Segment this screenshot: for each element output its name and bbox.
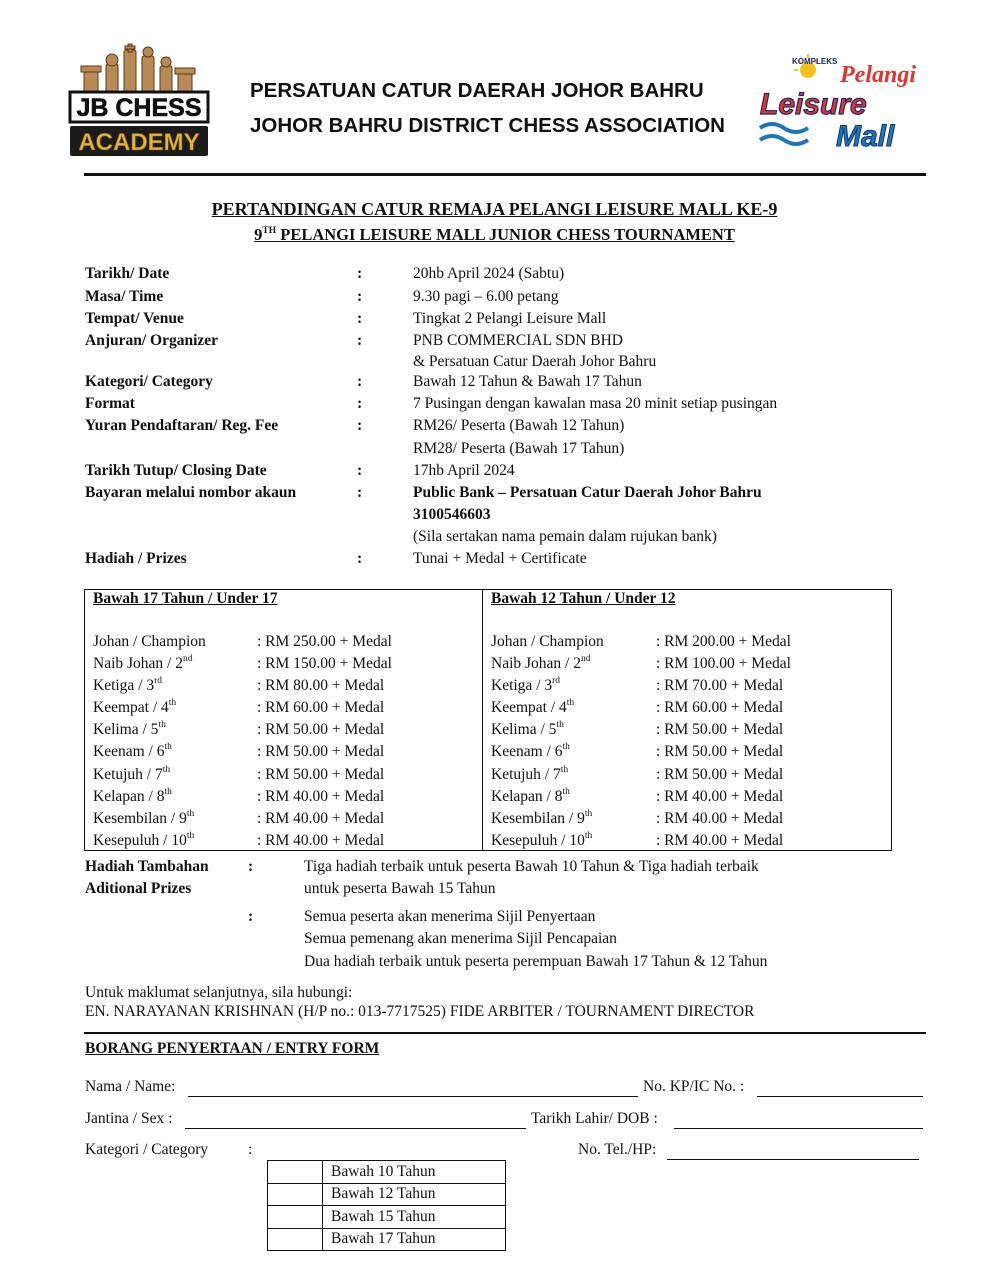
- payment-label: Bayaran melalui nombor akaun: [85, 484, 297, 501]
- u17-amount-4: : RM 60.00 + Medal: [257, 699, 385, 716]
- u12-rank-text-6: Keenam / 6: [491, 743, 563, 760]
- u12-amount-10: : RM 40.00 + Medal: [656, 832, 784, 849]
- u12-rank-suffix-6: th: [562, 741, 570, 752]
- format-label: Format: [85, 395, 135, 412]
- u17-rank-4: [93, 699, 176, 717]
- u12-rank-5: [491, 721, 564, 739]
- category-option-row: [268, 1183, 506, 1206]
- association-name-english: JOHOR BAHRU DISTRICT CHESS ASSOCIATION: [250, 114, 725, 137]
- pelangi-leisure-mall-logo: [752, 48, 930, 160]
- additional-colon-2: :: [248, 908, 254, 925]
- u17-rank-10: [93, 832, 194, 850]
- u17-rank-8: [93, 788, 172, 806]
- u12-rank-1: [491, 633, 604, 651]
- category-option-row: [268, 1161, 506, 1184]
- venue-value: Tingkat 2 Pelangi Leisure Mall: [413, 310, 607, 327]
- contact-person: EN. NARAYANAN KRISHNAN (H/P no.: 013-7717525) FIDE ARBITER / TOURNAMENT DIRECTOR: [85, 1003, 755, 1020]
- u17-rank-suffix-3: rd: [154, 675, 163, 686]
- u17-rank-6: [93, 743, 172, 761]
- ic-field[interactable]: [757, 1096, 923, 1097]
- tel-label: No. Tel./HP:: [578, 1141, 657, 1158]
- u12-amount-3: : RM 70.00 + Medal: [656, 677, 784, 694]
- category-checkbox-table: [267, 1160, 506, 1251]
- u17-rank-7: [93, 766, 170, 784]
- category-checkbox[interactable]: [268, 1183, 323, 1206]
- tournament-title-english: [0, 225, 989, 245]
- organizer-value-2: & Persatuan Catur Daerah Johor Bahru: [413, 353, 657, 370]
- u12-rank-suffix-3: rd: [552, 675, 561, 686]
- additional-colon-1: :: [248, 858, 254, 875]
- u17-rank-text-9: Kesembilan / 9: [93, 810, 187, 827]
- additional-text-4: Semua pemenang akan menerima Sijil Pencapaian: [304, 930, 617, 947]
- fee-label: Yuran Pendaftaran/ Reg. Fee: [85, 417, 279, 434]
- u12-rank-8: [491, 788, 570, 806]
- closing-date-label: Tarikh Tutup/ Closing Date: [85, 462, 267, 479]
- additional-text-2: untuk peserta Bawah 15 Tahun: [304, 880, 496, 897]
- format-colon: :: [357, 395, 363, 412]
- u12-rank-text-4: Keempat / 4: [491, 699, 567, 716]
- logo-left-line-2: ACADEMY: [78, 129, 200, 156]
- u17-rank-2: [93, 655, 192, 673]
- u12-amount-2: : RM 100.00 + Medal: [656, 655, 791, 672]
- name-label: Nama / Name:: [85, 1078, 176, 1095]
- u12-amount-7: : RM 50.00 + Medal: [656, 766, 784, 783]
- category-option-label: Bawah 10 Tahun: [323, 1161, 506, 1184]
- u17-rank-5: [93, 721, 166, 739]
- category-value: Bawah 12 Tahun & Bawah 17 Tahun: [413, 373, 642, 390]
- closing-date-value: 17hb April 2024: [413, 462, 515, 479]
- u12-rank-2: [491, 655, 590, 673]
- u17-amount-5: : RM 50.00 + Medal: [257, 721, 385, 738]
- u17-rank-suffix-4: th: [168, 697, 177, 708]
- fee-colon: :: [357, 417, 363, 434]
- u12-amount-5: : RM 50.00 + Medal: [656, 721, 784, 738]
- payment-bank: Public Bank – Persatuan Catur Daerah Johor Bahru: [413, 484, 762, 501]
- format-value: 7 Pusingan dengan kawalan masa 20 minit setiap pusingan: [413, 395, 778, 412]
- sex-label: Jantina / Sex :: [85, 1110, 173, 1127]
- u17-rank-text-3: Ketiga / 3: [93, 677, 155, 694]
- sex-field[interactable]: [185, 1128, 526, 1129]
- u12-rank-text-2: Naib Johan / 2: [491, 655, 581, 672]
- u12-amount-1: : RM 200.00 + Medal: [656, 633, 791, 650]
- u12-rank-suffix-8: th: [562, 786, 570, 797]
- date-colon: :: [357, 265, 363, 282]
- u17-rank-1: [93, 633, 206, 651]
- u12-rank-4: [491, 699, 574, 717]
- additional-text-1: Tiga hadiah terbaik untuk peserta Bawah 10 Tahun & Tiga hadiah terbaik: [304, 858, 759, 875]
- u17-rank-text-8: Kelapan / 8: [93, 788, 165, 805]
- category-option-label: Bawah 12 Tahun: [323, 1183, 506, 1206]
- u12-heading: Bawah 12 Tahun / Under 12: [491, 590, 676, 607]
- u12-rank-text-5: Kelima / 5: [491, 721, 557, 738]
- category-option-label: Bawah 17 Tahun: [323, 1228, 506, 1251]
- u17-amount-3: : RM 80.00 + Medal: [257, 677, 385, 694]
- time-label: Masa/ Time: [85, 288, 164, 305]
- time-colon: :: [357, 288, 363, 305]
- payment-colon: :: [357, 484, 363, 501]
- u12-rank-suffix-4: th: [566, 697, 575, 708]
- u12-amount-4: : RM 60.00 + Medal: [656, 699, 784, 716]
- u12-rank-9: [491, 810, 592, 828]
- u17-amount-8: : RM 40.00 + Medal: [257, 788, 385, 805]
- fee-value-u12: RM26/ Peserta (Bawah 12 Tahun): [413, 417, 625, 434]
- association-name-malay: PERSATUAN CATUR DAERAH JOHOR BAHRU: [250, 79, 704, 102]
- logo-right-line-1: KOMPLEKS: [792, 57, 838, 66]
- u17-rank-text-4: Keempat / 4: [93, 699, 169, 716]
- u17-rank-suffix-9: th: [186, 808, 195, 819]
- u12-rank-suffix-5: th: [556, 719, 564, 730]
- u12-rank-7: [491, 766, 568, 784]
- category-label: Kategori/ Category: [85, 373, 213, 390]
- u17-rank-text-7: Ketujuh / 7: [93, 766, 163, 783]
- u17-rank-suffix-10: th: [186, 830, 195, 841]
- u12-rank-3: [491, 677, 560, 695]
- jb-chess-academy-logo: [68, 42, 210, 160]
- prizes-colon: :: [357, 550, 363, 567]
- logo-right-line-4: Mall: [836, 120, 895, 153]
- header-divider: [84, 173, 926, 176]
- u17-amount-7: : RM 50.00 + Medal: [257, 766, 385, 783]
- u17-amount-6: : RM 50.00 + Medal: [257, 743, 385, 760]
- u12-rank-suffix-10: th: [584, 830, 593, 841]
- u17-amount-2: : RM 150.00 + Medal: [257, 655, 392, 672]
- u17-rank-9: [93, 810, 194, 828]
- u17-rank-3: [93, 677, 162, 695]
- u12-rank-text-7: Ketujuh / 7: [491, 766, 561, 783]
- name-field[interactable]: [188, 1096, 638, 1097]
- logo-left-line-1: JB CHESS: [76, 94, 202, 122]
- category-checkbox[interactable]: [268, 1161, 323, 1184]
- payment-account-number: 3100546603: [413, 506, 491, 523]
- u12-rank-text-3: Ketiga / 3: [491, 677, 553, 694]
- u17-amount-10: : RM 40.00 + Medal: [257, 832, 385, 849]
- u17-rank-suffix-5: th: [158, 719, 166, 730]
- prize-table-divider: [482, 589, 483, 851]
- u12-rank-suffix-7: th: [560, 764, 569, 775]
- entry-form-heading: BORANG PENYERTAAN / ENTRY FORM: [85, 1040, 380, 1057]
- category-option-label: Bawah 15 Tahun: [323, 1206, 506, 1229]
- u17-rank-text-2: Naib Johan / 2: [93, 655, 183, 672]
- venue-colon: :: [357, 310, 363, 327]
- u17-rank-text-10: Kesepuluh / 10: [93, 832, 187, 849]
- dob-field[interactable]: [674, 1128, 923, 1129]
- u12-rank-suffix-9: th: [584, 808, 593, 819]
- u17-rank-text-1: Johan / Champion: [93, 633, 206, 650]
- organizer-label: Anjuran/ Organizer: [85, 332, 219, 349]
- logo-right-line-2: Pelangi: [840, 62, 916, 88]
- entry-form-divider: [84, 1032, 926, 1034]
- payment-note: (Sila sertakan nama pemain dalam rujukan bank): [413, 528, 717, 545]
- category-colon: :: [357, 373, 363, 390]
- category-option-row: [268, 1228, 506, 1251]
- date-value: 20hb April 2024 (Sabtu): [413, 265, 565, 282]
- u17-rank-suffix-8: th: [164, 786, 172, 797]
- venue-label: Tempat/ Venue: [85, 310, 184, 327]
- dob-label: Tarikh Lahir/ DOB :: [531, 1110, 658, 1127]
- time-value: 9.30 pagi – 6.00 petang: [413, 288, 559, 305]
- prizes-value: Tunai + Medal + Certificate: [413, 550, 587, 567]
- tournament-title-malay: PERTANDINGAN CATUR REMAJA PELANGI LEISURE MALL KE-9: [211, 199, 778, 219]
- form-category-colon: :: [248, 1141, 253, 1158]
- logo-right-line-3: Leisure: [760, 88, 867, 121]
- closing-date-colon: :: [357, 462, 363, 479]
- additional-text-5: Dua hadiah terbaik untuk peserta perempuan Bawah 17 Tahun & 12 Tahun: [304, 953, 768, 970]
- u12-rank-suffix-2: nd: [580, 653, 591, 664]
- category-option-row: [268, 1206, 506, 1229]
- u17-amount-1: : RM 250.00 + Medal: [257, 633, 392, 650]
- contact-intro: Untuk maklumat selanjutnya, sila hubungi:: [85, 984, 353, 1001]
- tel-field[interactable]: [667, 1159, 919, 1160]
- title-ordinal: 9: [254, 225, 263, 244]
- u12-rank-6: [491, 743, 570, 761]
- additional-prizes-label-english: Aditional Prizes: [85, 880, 192, 897]
- title-english-text: PELANGI LEISURE MALL JUNIOR CHESS TOURNAMENT: [276, 225, 735, 244]
- u12-amount-8: : RM 40.00 + Medal: [656, 788, 784, 805]
- u12-rank-text-8: Kelapan / 8: [491, 788, 563, 805]
- prizes-label: Hadiah / Prizes: [85, 550, 187, 567]
- u17-rank-suffix-6: th: [164, 741, 172, 752]
- form-category-label: Kategori / Category: [85, 1141, 209, 1158]
- organizer-value-1: PNB COMMERCIAL SDN BHD: [413, 332, 623, 349]
- u12-rank-10: [491, 832, 592, 850]
- u12-rank-text-10: Kesepuluh / 10: [491, 832, 585, 849]
- u12-rank-text-9: Kesembilan / 9: [491, 810, 585, 827]
- additional-prizes-label-malay: Hadiah Tambahan: [85, 858, 209, 875]
- u17-amount-9: : RM 40.00 + Medal: [257, 810, 385, 827]
- u17-rank-suffix-7: th: [162, 764, 171, 775]
- additional-text-3: Semua peserta akan menerima Sijil Penyertaan: [304, 908, 596, 925]
- date-label: Tarikh/ Date: [85, 265, 170, 282]
- u12-amount-9: : RM 40.00 + Medal: [656, 810, 784, 827]
- title-ordinal-suffix: TH: [262, 225, 277, 236]
- u12-amount-6: : RM 50.00 + Medal: [656, 743, 784, 760]
- ic-label: No. KP/IC No. :: [643, 1078, 745, 1095]
- u17-rank-suffix-2: nd: [182, 653, 193, 664]
- category-checkbox[interactable]: [268, 1206, 323, 1229]
- fee-value-u17: RM28/ Peserta (Bawah 17 Tahun): [413, 440, 625, 457]
- u12-rank-text-1: Johan / Champion: [491, 633, 604, 650]
- u17-heading: Bawah 17 Tahun / Under 17: [93, 590, 278, 607]
- organizer-colon: :: [357, 332, 363, 349]
- category-checkbox[interactable]: [268, 1228, 323, 1251]
- u17-rank-text-5: Kelima / 5: [93, 721, 159, 738]
- u17-rank-text-6: Keenam / 6: [93, 743, 165, 760]
